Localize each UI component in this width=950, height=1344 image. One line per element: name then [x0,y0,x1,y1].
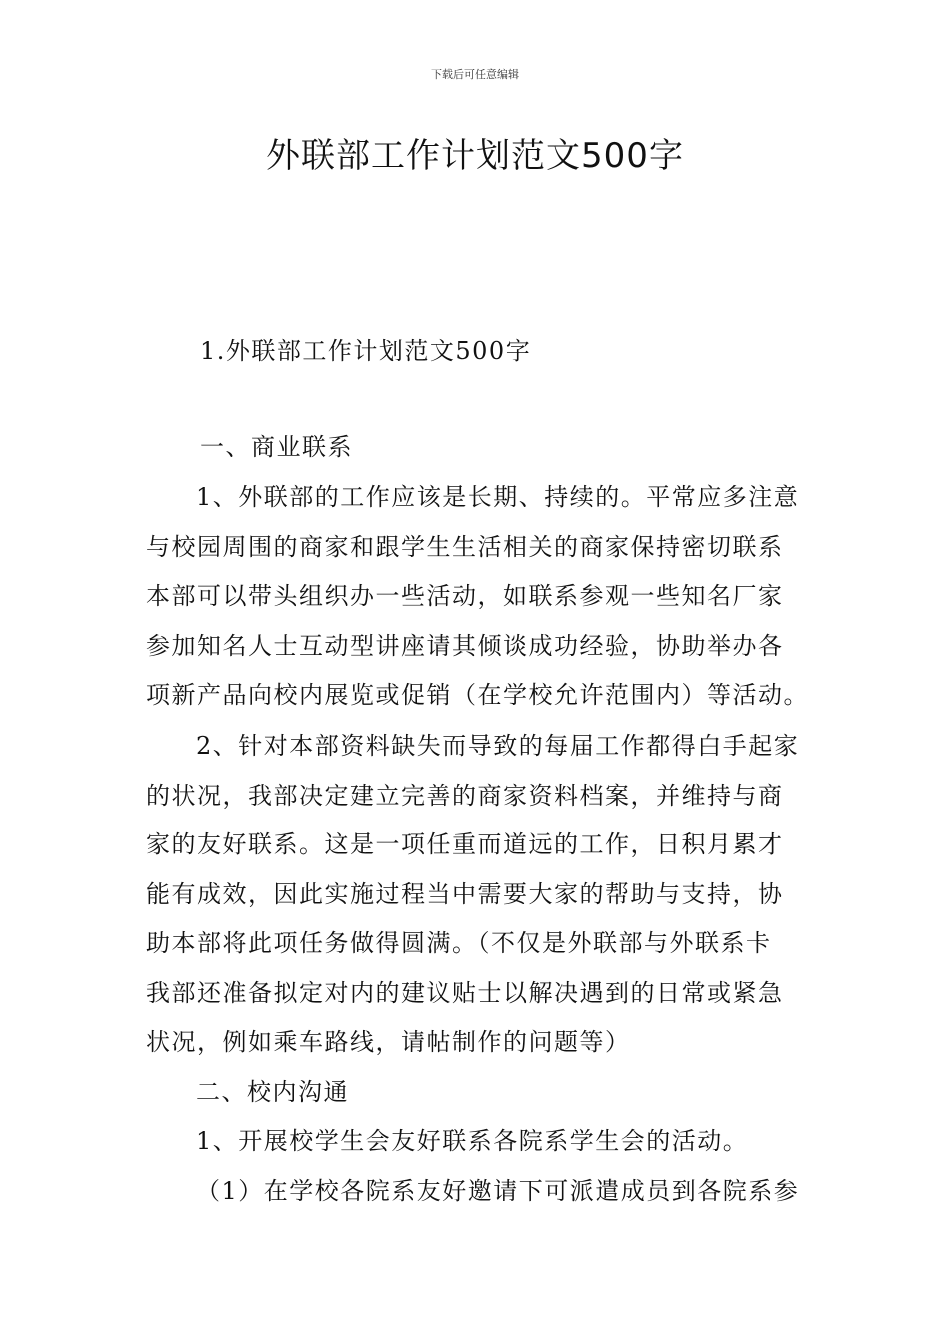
paragraph-line: 我部还准备拟定对内的建议贴士以解决遇到的日常或紧急 [146,979,784,1007]
paragraph-line: 本部可以带头组织办一些活动，如联系参观一些知名厂家 [146,582,784,610]
paragraph-line: 参加知名人士互动型讲座请其倾谈成功经验，协助举办各 [146,632,784,660]
document-title: 外联部工作计划范文500字 [266,136,684,176]
paragraph-line: 能有成效，因此实施过程当中需要大家的帮助与支持，协 [146,880,784,908]
paragraph-line: 项新产品向校内展览或促销（在学校允许范围内）等活动。 [146,681,809,709]
paragraph-line: 状况，例如乘车路线，请帖制作的问题等） [146,1028,631,1056]
section-heading: 二、校内沟通 [196,1078,349,1106]
section-heading: 一、商业联系 [200,433,353,461]
paragraph-line: 1、开展校学生会友好联系各院系学生会的活动。 [196,1127,749,1155]
paragraph-line: 与校园周围的商家和跟学生生活相关的商家保持密切联系 [146,533,784,561]
paragraph-line: 2、针对本部资料缺失而导致的每届工作都得白手起家 [196,732,800,760]
paragraph-line: 助本部将此项任务做得圆满。（不仅是外联部与外联系卡 [146,929,772,957]
paragraph-line: 家的友好联系。这是一项任重而道远的工作，日积月累才 [146,830,784,858]
header-note: 下载后可任意编辑 [431,68,519,81]
paragraph-line: （1）在学校各院系友好邀请下可派遣成员到各院系参 [196,1177,800,1205]
paragraph-line: 的状况，我部决定建立完善的商家资料档案，并维持与商 [146,782,784,810]
section-heading: 1.外联部工作计划范文500字 [200,337,532,365]
paragraph-line: 1、外联部的工作应该是长期、持续的。平常应多注意 [196,483,800,511]
